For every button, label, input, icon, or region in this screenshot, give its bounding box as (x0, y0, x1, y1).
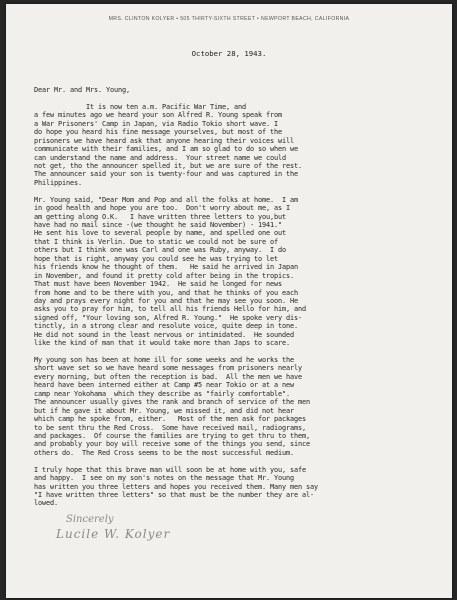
letter-line: a few minutes ago we heard your son Alfred R. Young speak from (34, 111, 283, 120)
letter-line: from home and to be there with you, and that he thinks of you each (34, 288, 299, 297)
letter-line: do hope you heard his fine message yourselves, but most of the (34, 128, 283, 137)
letter-line: not get, tho the announcer spelled it, but we are sure of the rest. (34, 161, 303, 170)
letter-line: I truly hope that this brave man will soon be at home with you, safe (34, 465, 307, 474)
letter-page (6, 4, 452, 598)
letter-line: Dear Mr. and Mrs. Young, (34, 86, 131, 94)
letter-line (34, 187, 430, 195)
letter-line: communicate with their families, and I am so glad to do so when we (34, 145, 299, 154)
letter-line (34, 457, 430, 465)
letter-line: am getting along O.K. I have written three letters to you,but (34, 212, 287, 221)
letter-line: That must have been November 1942. He said he longed for news (34, 280, 283, 289)
letter-line: have had no mail since -(we thought he said November) - 1941." (34, 221, 283, 229)
letter-line: and probably your boy will receive some of the things you send, since (34, 440, 311, 449)
letter-line: He did not sound in the least nervous or intimidated. He sounded (34, 330, 295, 339)
handwritten-signature: Lucile W. Kolyer (56, 527, 171, 541)
letter-line: prisoners we have heard ask that anyone hearing their voices will (34, 136, 295, 145)
letter-line: asks you to pray for him, to tell all his friends Hello for him, and (34, 305, 307, 314)
letter-line: day and prays every night for you and that he may see you soon. He (34, 296, 299, 305)
letter-line: every morning, but often the reception is bad. All the men we have (34, 372, 303, 381)
letter-line: heard have been interned either at Camp #5 near Tokio or at a new (34, 381, 295, 390)
letter-line: to be sent thru the Red Cross. Some have received mail, radiograms, (34, 423, 307, 432)
letter-line: can understand the name and address. Your street name we could (34, 153, 287, 162)
letter-line: his friends know he thought of them. He said he arrived in Japan (34, 263, 299, 272)
letter-line: which camp he spoke from, either. Most of the men ask for packages (34, 415, 307, 424)
letter-line: The announcer usually gives the rank and branch of service of the men (34, 398, 311, 407)
letter-line: has written you three letters and hopes you received them. Many men say (34, 482, 319, 491)
letter-line: hope that is right, anyway you could see he was trying to let (34, 254, 279, 263)
letter-line: My young son has been at home ill for some weeks and he works the (34, 356, 295, 364)
letter-line: signed off, "Your loving son, Alfred R. Young." He spoke very dis- (34, 313, 303, 322)
letter-line: that I think is Verlin. Due to static we could not be sure of (34, 237, 279, 246)
letter-line: and happy. I see on my son's notes on the message that Mr. Young (34, 474, 295, 483)
letter-line: "I have written three letters" so that must be the number they are al- (34, 491, 315, 499)
letter-date: October 28, 1943. (191, 49, 267, 58)
letterhead: MRS. CLINTON KOLYER • 505 THIRTY-SIXTH STREET • NEWPORT BEACH, CALIFORNIA (108, 16, 350, 22)
signature-closing: Sincerely (66, 514, 114, 525)
letter-line: in good health and hope you are too. Don't worry about me, as I (34, 204, 291, 213)
letter-line: and packages. Of course the families are trying to get thru to them, (34, 431, 311, 440)
letter-line: a War Prisoners' Camp in Japan, via Radio Tokio short wave. I (34, 119, 279, 128)
letter-line: Philippines. (34, 178, 83, 187)
letter-line (34, 348, 430, 356)
letter-line: in November, and found it pretty cold after being in the tropics. (34, 271, 295, 280)
letter-line (34, 94, 430, 102)
letter-line: Mr. Young said, "Dear Mom and Pop and all the folks at home. I am (34, 195, 299, 204)
letter-line: tinctly, in a strong clear and resolute voice, quite deep in tone. (34, 322, 299, 331)
letter-line: short wave set so we have heard some messages from prisoners nearly (34, 364, 303, 373)
letter-line: but if he gave it about Mr. Young, we missed it, and did not hear (34, 406, 295, 415)
letter-body (34, 86, 430, 508)
letter-line: others but I think one was Carl and one was Ruby, anyway. I do (34, 246, 287, 255)
letter-line: It is now ten a.m. Pacific War Time, and (34, 102, 247, 111)
letter-line: others do. The Red Cross seems to be the most successful medium. (34, 448, 295, 457)
letter-line: camp near Yokohama which they describe as "fairly comfortable". (34, 389, 291, 398)
letter-line: lowed. (34, 499, 59, 508)
letter-line: He sent his love to several people by name, and spelled one out (34, 229, 287, 238)
letter-line: The announcer said your son is twenty-four and was captured in the (34, 170, 299, 179)
letter-line: like the kind of man that it would take more than Japs to scare. (34, 339, 291, 348)
